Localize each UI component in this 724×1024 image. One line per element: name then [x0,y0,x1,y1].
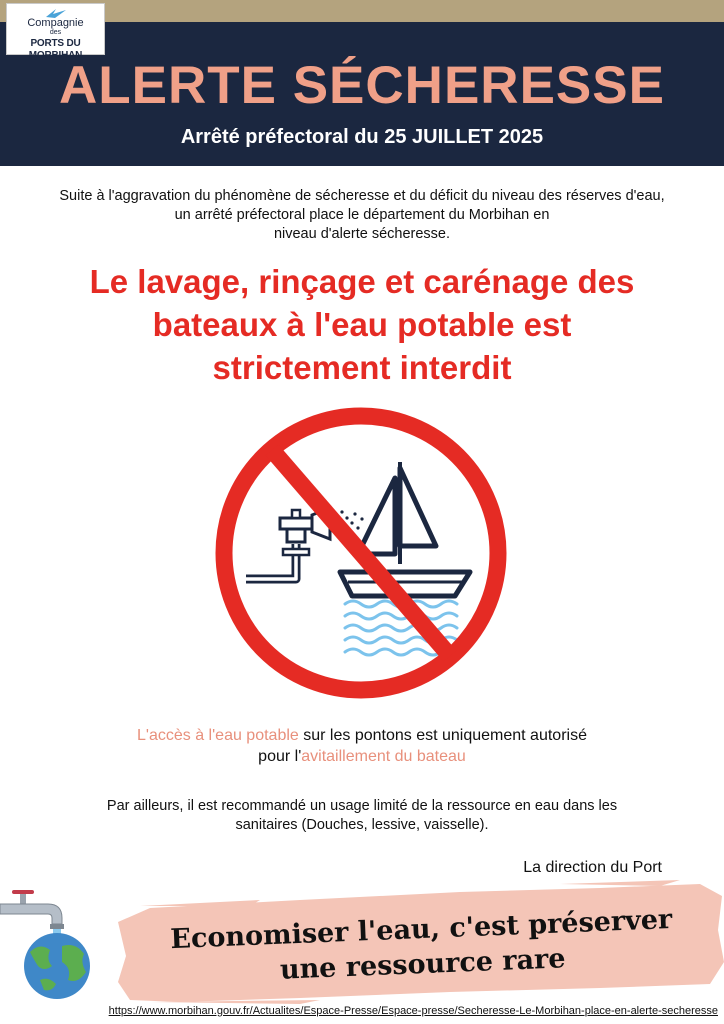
source-link[interactable]: https://www.morbihan.gouv.fr/Actualites/Espace-Presse/Espace-presse/Secheresse-Le-Morbihan-place-en-alerte-secheresse [108,1005,718,1017]
access-line-2 [20,746,704,767]
intro-paragraph [10,187,714,244]
access-text-2: pour l' [258,748,302,765]
sailboat-icon [340,462,470,596]
faucet-globe-icon [0,880,110,1005]
intro-line-3: niveau d'alerte sécheresse. [273,226,451,242]
signature: La direction du Port [523,859,662,876]
access-highlight-refuelling: avitaillement du bateau [301,748,466,765]
warning-line-1: Le lavage, rinçage et carénage des [89,263,635,300]
intro-line-2: un arrêté préfectoral place le département du Morbihan en [174,207,550,223]
slogan-line-1: Economiser l'eau, c'est préserver [169,903,673,956]
page-subtitle: Arrêté préfectoral du 25 JUILLET 2025 [180,126,544,148]
usage-note [30,797,694,835]
warning-line-2: bateaux à l'eau potable est [152,306,572,343]
logo-line-3: PORTS DU MORBIHAN [28,38,83,61]
logo-line-2: des [49,29,62,36]
logo-line-1: Compagnie [27,17,84,29]
page-title: ALERTE SÉCHERESSE [58,56,665,115]
access-highlight-potable-water: L'accès à l'eau potable [137,727,299,744]
access-text-1: sur les pontons est uniquement autorisé [298,727,587,744]
top-gold-stripe [0,0,724,22]
access-notice [20,725,704,767]
note-line-2: sanitaires (Douches, lessive, vaisselle). [235,817,489,833]
warning-heading [20,260,704,389]
warning-line-3: strictement interdit [212,349,512,386]
company-logo [6,3,105,61]
intro-line-1: Suite à l'aggravation du phénomène de sécheresse et du déficit du niveau des réserves d'eau, [59,188,665,204]
note-line-1: Par ailleurs, il est recommandé un usage limité de la ressource en eau dans les [106,798,618,814]
access-line-1 [20,725,704,746]
slogan-line-2: une ressource rare [279,943,567,986]
prohibition-sign-icon [212,404,510,702]
